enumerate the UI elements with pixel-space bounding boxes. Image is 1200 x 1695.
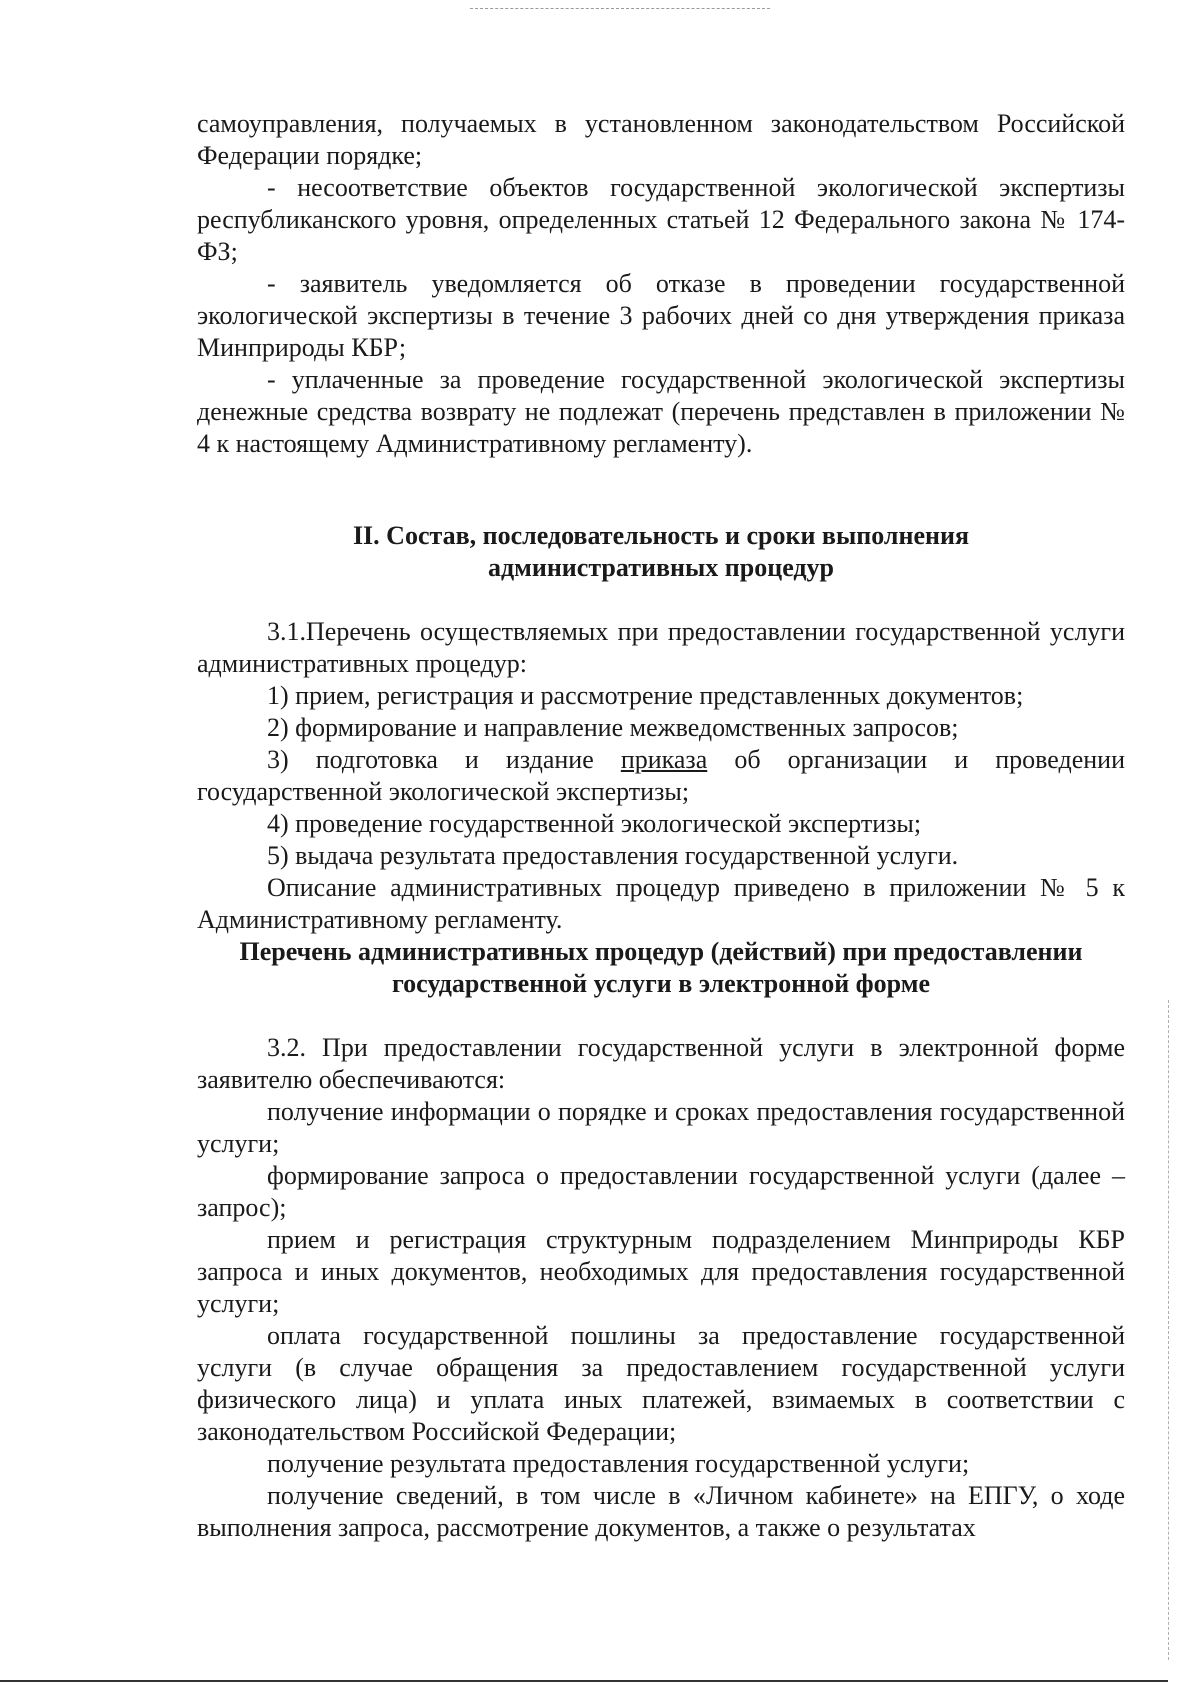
- description-paragraph: Описание административных процедур приведено в приложении № 5 к Административному регламенту.: [197, 873, 1125, 934]
- bullet-item: - заявитель уведомляется об отказе в проведении государственной экологической экспертизы в течение 3 рабочих дней со дня утверждения приказа Минприроды КБР;: [197, 269, 1125, 362]
- provision-item: формирование запроса о предоставлении государственной услуги (далее – запрос);: [197, 1161, 1125, 1222]
- order-link[interactable]: приказа: [620, 745, 708, 774]
- subheading: [197, 936, 1125, 1000]
- procedure-item-text: 3) подготовка и издание: [267, 745, 621, 774]
- provision-item: прием и регистрация структурным подразделением Минприроды КБР запроса и иных документов, необходимых для предоставления государственной услуги;: [197, 1225, 1125, 1318]
- document-body: [197, 108, 1125, 1544]
- section-title-line: административных процедур: [487, 553, 835, 582]
- procedure-item: 1) прием, регистрация и рассмотрение представленных документов;: [267, 681, 1024, 710]
- paragraph-3-2: 3.2. При предоставлении государственной услуги в электронной форме заявителю обеспечиваются:: [197, 1033, 1125, 1094]
- provision-item: получение результата предоставления государственной услуги;: [267, 1449, 970, 1478]
- section-title: [197, 520, 1125, 584]
- scan-edge-top: [470, 8, 770, 9]
- paragraph-3-1: 3.1.Перечень осуществляемых при предоставлении государственной услуги административных процедур:: [197, 617, 1125, 678]
- procedure-item: 5) выдача результата предоставления государственной услуги.: [267, 841, 959, 870]
- procedure-item-text: об организации и проведении государственной экологической экспертизы;: [197, 745, 1125, 806]
- subheading-line: государственной услуги в электронной форме: [392, 969, 930, 998]
- section-title-line: II. Состав, последовательность и сроки выполнения: [352, 521, 970, 550]
- subheading-line: Перечень административных процедур (действий) при предоставлении: [239, 937, 1083, 966]
- bullet-item: - несоответствие объектов государственной экологической экспертизы республиканского уровня, определенных статьей 12 Федерального закона № 174-ФЗ;: [197, 173, 1125, 266]
- provision-item: оплата государственной пошлины за предоставление государственной услуги (в случае обращения за предоставлением государственной услуги физического лица) и уплата иных платежей, взимаемых в соответствии с законодательством Российской Федерации;: [197, 1321, 1125, 1446]
- procedure-item: 4) проведение государственной экологической экспертизы;: [267, 809, 922, 838]
- scan-edge-right: [1168, 1000, 1169, 1660]
- procedure-item: [197, 744, 1125, 808]
- provision-item: получение информации о порядке и сроках предоставления государственной услуги;: [197, 1097, 1125, 1158]
- provision-item: получение сведений, в том числе в «Личном кабинете» на ЕПГУ, о ходе выполнения запроса, рассмотрение документов, а также о результатах: [197, 1481, 1125, 1542]
- procedure-item: 2) формирование и направление межведомственных запросов;: [267, 713, 959, 742]
- bullet-item: - уплаченные за проведение государственной экологической экспертизы денежные средства возврату не подлежат (перечень представлен в приложении № 4 к настоящему Административному регламенту).: [197, 365, 1125, 458]
- scan-edge-bottom: [0, 1680, 1168, 1682]
- continuation-paragraph: самоуправления, получаемых в установленном законодательством Российской Федерации порядке;: [197, 109, 1125, 170]
